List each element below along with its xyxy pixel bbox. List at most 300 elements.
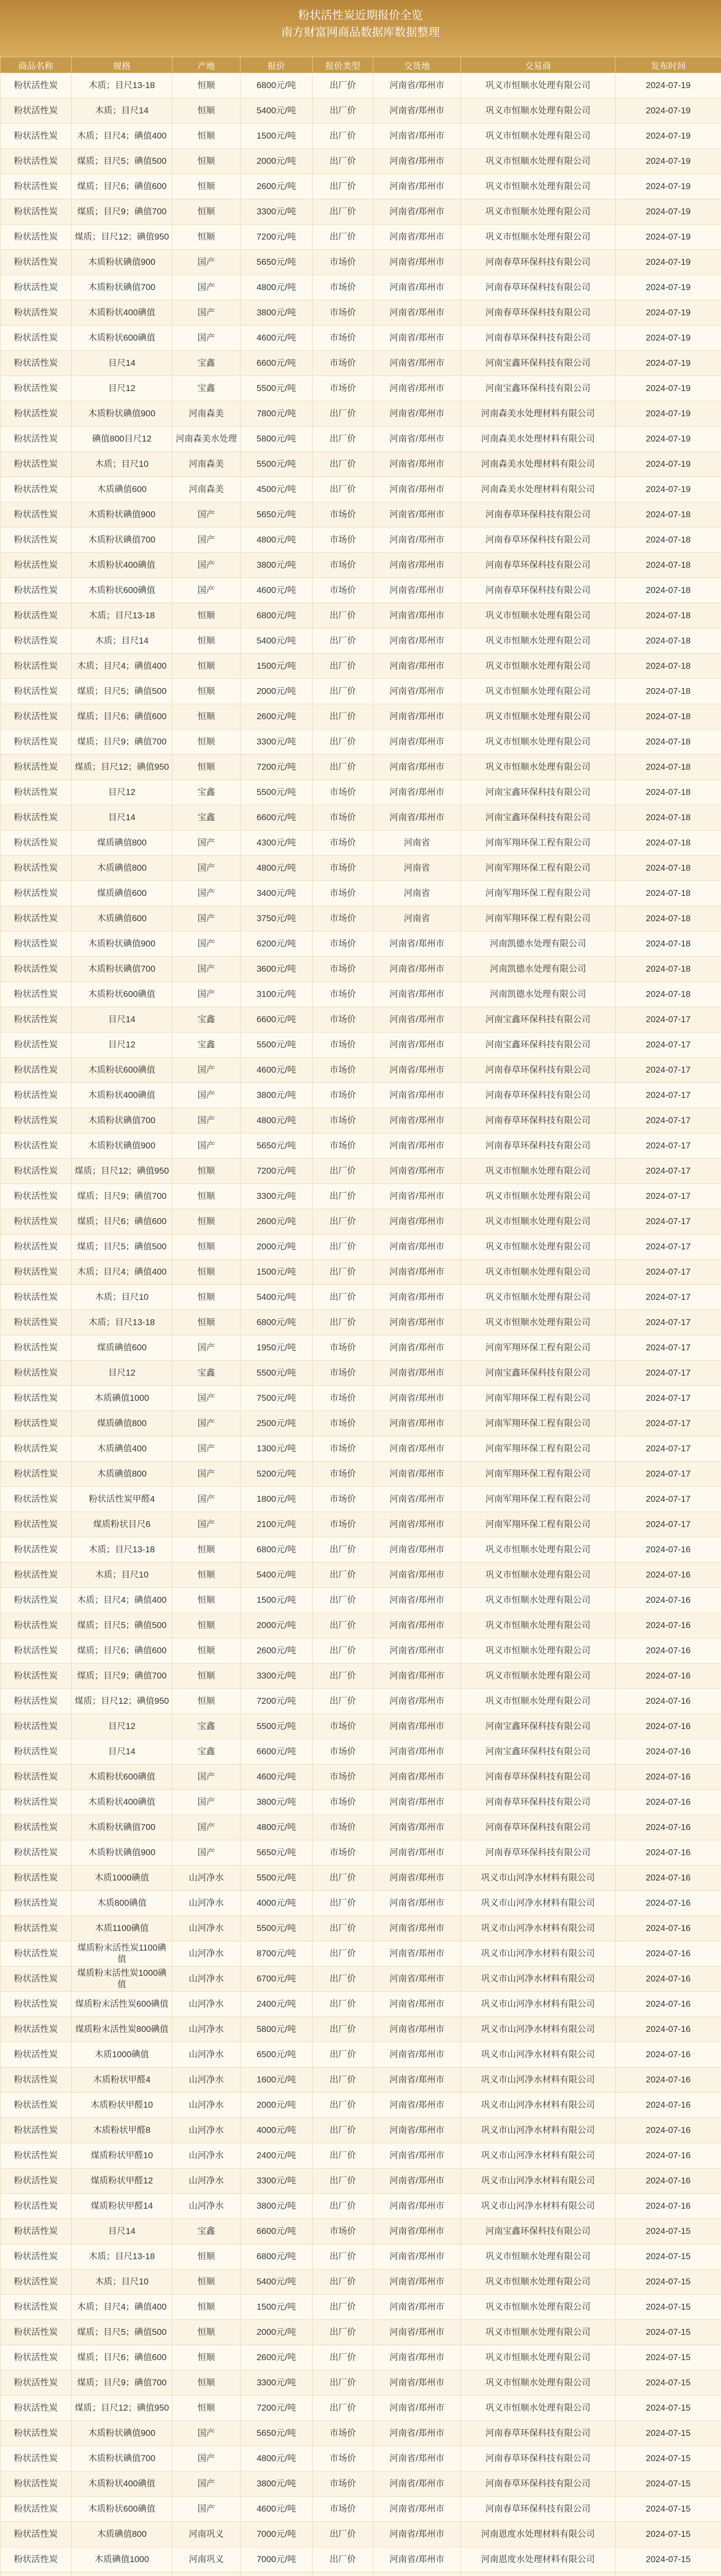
trader-cell: 巩义市山河净水材料有限公司 — [461, 2118, 615, 2143]
product-cell: 粉状活性炭 — [1, 1664, 72, 1689]
product-cell: 粉状活性炭 — [1, 1159, 72, 1184]
product-cell: 粉状活性炭 — [1, 805, 72, 831]
date-cell: 2024-07-17 — [615, 1361, 721, 1386]
price-cell: 1500元/吨 — [241, 2295, 313, 2320]
date-cell: 2024-07-17 — [615, 1083, 721, 1108]
price-cell: 5800元/吨 — [241, 427, 313, 452]
delivery-cell: 河南省/郑州市 — [373, 351, 461, 376]
delivery-cell: 河南省/郑州市 — [373, 2471, 461, 2497]
date-cell: 2024-07-18 — [615, 528, 721, 553]
origin-cell: 山河净水 — [173, 1941, 241, 1967]
origin-cell: 国产 — [173, 1462, 241, 1487]
product-cell: 粉状活性炭 — [1, 427, 72, 452]
origin-cell: 山河净水 — [173, 2093, 241, 2118]
product-cell: 粉状活性炭 — [1, 401, 72, 427]
date-cell: 2024-07-16 — [615, 1840, 721, 1866]
delivery-cell: 河南省/郑州市 — [373, 1941, 461, 1967]
date-cell: 2024-07-17 — [615, 1058, 721, 1083]
spec-cell: 木质；目尺4；碘值400 — [72, 2295, 173, 2320]
origin-cell: 河南巩义 — [173, 2547, 241, 2572]
origin-cell: 国产 — [173, 1133, 241, 1159]
product-cell: 粉状活性炭 — [1, 2497, 72, 2522]
table-row — [1, 174, 721, 199]
table-row — [1, 906, 721, 931]
date-cell: 2024-07-16 — [615, 2093, 721, 2118]
delivery-cell: 河南省/郑州市 — [373, 1967, 461, 1992]
product-cell: 粉状活性炭 — [1, 225, 72, 250]
table-row — [1, 957, 721, 982]
product-cell: 粉状活性炭 — [1, 326, 72, 351]
spec-cell: 目尺14 — [72, 805, 173, 831]
table-row — [1, 1714, 721, 1739]
trader-cell: 河南宝鑫环保科技有限公司 — [461, 1739, 615, 1765]
spec-cell: 木质粉状600碘值 — [72, 1765, 173, 1790]
origin-cell: 国产 — [173, 1083, 241, 1108]
trader-cell: 巩义市山河净水材料有限公司 — [461, 1916, 615, 1941]
date-cell: 2024-07-19 — [615, 326, 721, 351]
delivery-cell: 河南省/郑州市 — [373, 603, 461, 629]
table-row — [1, 1992, 721, 2017]
origin-cell: 河南森美 — [173, 452, 241, 477]
trader-cell: 河南春草环保科技有限公司 — [461, 2446, 615, 2471]
origin-cell: 国产 — [173, 1487, 241, 1512]
product-cell: 粉状活性炭 — [1, 2547, 72, 2572]
origin-cell: 恒顺 — [173, 1638, 241, 1664]
spec-cell: 煤质；目尺12；碘值950 — [72, 2396, 173, 2421]
table-row — [1, 351, 721, 376]
trader-cell: 河南春草环保科技有限公司 — [461, 1108, 615, 1133]
spec-cell: 煤质；目尺12；碘值950 — [72, 1689, 173, 1714]
date-cell: 2024-07-19 — [615, 73, 721, 98]
product-cell: 粉状活性炭 — [1, 452, 72, 477]
table-body — [1, 73, 721, 2576]
origin-cell: 恒顺 — [173, 1260, 241, 1285]
delivery-cell: 河南省/郑州市 — [373, 1083, 461, 1108]
price-type-cell: 市场价 — [313, 881, 373, 906]
table-row — [1, 2042, 721, 2067]
price-cell: 2000元/吨 — [241, 1234, 313, 1260]
product-cell: 粉状活性炭 — [1, 603, 72, 629]
date-cell: 2024-07-16 — [615, 2067, 721, 2093]
trader-cell: 河南恩度水处理材料有限公司 — [461, 2547, 615, 2572]
price-type-cell: 出厂价 — [313, 73, 373, 98]
spec-cell: 煤质；目尺9；碘值700 — [72, 730, 173, 755]
price-cell: 5500元/吨 — [241, 1361, 313, 1386]
table-row — [1, 1790, 721, 1815]
origin-cell: 恒顺 — [173, 1563, 241, 1588]
date-cell: 2024-07-15 — [615, 2269, 721, 2295]
table-row — [1, 2219, 721, 2244]
trader-cell: 巩义市恒顺水处理有限公司 — [461, 98, 615, 124]
price-cell: 8700元/吨 — [241, 1941, 313, 1967]
price-type-cell: 出厂价 — [313, 1992, 373, 2017]
price-cell: 6600元/吨 — [241, 2219, 313, 2244]
product-cell: 粉状活性炭 — [1, 477, 72, 502]
trader-cell: 巩义市恒顺水处理有限公司 — [461, 1184, 615, 1209]
price-type-cell: 出厂价 — [313, 1234, 373, 1260]
spec-cell: 木质；目尺10 — [72, 1563, 173, 1588]
trader-cell: 河南春草环保科技有限公司 — [461, 553, 615, 578]
trader-cell: 河南森美水处理材料有限公司 — [461, 401, 615, 427]
product-cell: 粉状活性炭 — [1, 1184, 72, 1209]
delivery-cell: 河南省/郑州市 — [373, 1487, 461, 1512]
trader-cell: 河南春草环保科技有限公司 — [461, 502, 615, 528]
table-row — [1, 1209, 721, 1234]
spec-cell: 粉状活性炭甲醛4 — [72, 1487, 173, 1512]
date-cell: 2024-07-16 — [615, 1739, 721, 1765]
table-row — [1, 755, 721, 780]
trader-cell: 河南宝鑫环保科技有限公司 — [461, 1007, 615, 1032]
delivery-cell: 河南省/郑州市 — [373, 1209, 461, 1234]
price-cell: 6200元/吨 — [241, 931, 313, 957]
delivery-cell: 河南省/郑州市 — [373, 326, 461, 351]
origin-cell: 国产 — [173, 1765, 241, 1790]
origin-cell: 恒顺 — [173, 755, 241, 780]
date-cell: 2024-07-18 — [615, 502, 721, 528]
spec-cell: 木质粉状400碘值 — [72, 300, 173, 326]
table-row — [1, 1765, 721, 1790]
spec-cell — [72, 2572, 173, 2576]
price-cell: 4800元/吨 — [241, 528, 313, 553]
price-type-cell: 出厂价 — [313, 629, 373, 654]
price-type-cell: 市场价 — [313, 1765, 373, 1790]
table-row — [1, 98, 721, 124]
trader-cell: 巩义市山河净水材料有限公司 — [461, 2143, 615, 2168]
price-cell: 2600元/吨 — [241, 174, 313, 199]
price-cell: 5650元/吨 — [241, 1840, 313, 1866]
spec-cell: 木质粉状甲醛10 — [72, 2093, 173, 2118]
delivery-cell: 河南省/郑州市 — [373, 578, 461, 603]
date-cell: 2024-07-19 — [615, 351, 721, 376]
spec-cell: 木质碘值800 — [72, 856, 173, 881]
date-cell: 2024-07-16 — [615, 2017, 721, 2042]
delivery-cell: 河南省/郑州市 — [373, 376, 461, 401]
price-type-cell: 出厂价 — [313, 1638, 373, 1664]
delivery-cell: 河南省/郑州市 — [373, 2118, 461, 2143]
trader-cell: 巩义市恒顺水处理有限公司 — [461, 629, 615, 654]
trader-cell: 河南春草环保科技有限公司 — [461, 326, 615, 351]
price-cell: 7200元/吨 — [241, 755, 313, 780]
spec-cell: 木质粉状甲醛4 — [72, 2067, 173, 2093]
price-type-cell: 市场价 — [313, 1361, 373, 1386]
price-table — [0, 57, 721, 2576]
delivery-cell: 河南省/郑州市 — [373, 1840, 461, 1866]
trader-cell: 巩义市恒顺水处理有限公司 — [461, 2295, 615, 2320]
date-cell: 2024-07-16 — [615, 1537, 721, 1563]
date-cell: 2024-07-15 — [615, 2446, 721, 2471]
price-type-cell: 出厂价 — [313, 1689, 373, 1714]
delivery-cell: 河南省/郑州市 — [373, 1184, 461, 1209]
spec-cell: 煤质；目尺6；碘值600 — [72, 704, 173, 730]
delivery-cell: 河南省/郑州市 — [373, 174, 461, 199]
date-cell: 2024-07-19 — [615, 250, 721, 275]
spec-cell: 木质粉状600碘值 — [72, 578, 173, 603]
spec-cell: 木质；目尺4；碘值400 — [72, 654, 173, 679]
spec-cell: 煤质粉状目尺6 — [72, 1512, 173, 1537]
origin-cell: 恒顺 — [173, 730, 241, 755]
trader-cell: 巩义市山河净水材料有限公司 — [461, 1967, 615, 1992]
spec-cell: 木质；目尺4；碘值400 — [72, 1588, 173, 1613]
price-cell: 4500元/吨 — [241, 477, 313, 502]
price-cell: 2400元/吨 — [241, 1992, 313, 2017]
product-cell: 粉状活性炭 — [1, 2345, 72, 2370]
price-cell: 7200元/吨 — [241, 2396, 313, 2421]
date-cell: 2024-07-16 — [615, 1563, 721, 1588]
price-cell: 5500元/吨 — [241, 1032, 313, 1058]
price-type-cell: 市场价 — [313, 1007, 373, 1032]
product-cell: 粉状活性炭 — [1, 1260, 72, 1285]
price-cell: 4000元/吨 — [241, 2118, 313, 2143]
table-row — [1, 679, 721, 704]
table-row — [1, 1537, 721, 1563]
delivery-cell: 河南省/郑州市 — [373, 2295, 461, 2320]
origin-cell: 恒顺 — [173, 603, 241, 629]
origin-cell: 宝鑫 — [173, 805, 241, 831]
spec-cell: 目尺12 — [72, 376, 173, 401]
trader-cell: 河南凯德水处理有限公司 — [461, 931, 615, 957]
delivery-cell: 河南省/郑州市 — [373, 2396, 461, 2421]
product-cell: 粉状活性炭 — [1, 2194, 72, 2219]
origin-cell: 恒顺 — [173, 2320, 241, 2345]
date-cell: 2024-07-18 — [615, 578, 721, 603]
product-cell: 粉状活性炭 — [1, 376, 72, 401]
date-cell: 2024-07-16 — [615, 1891, 721, 1916]
price-cell: 1500元/吨 — [241, 1260, 313, 1285]
price-cell: 5400元/吨 — [241, 2269, 313, 2295]
product-cell: 粉状活性炭 — [1, 1058, 72, 1083]
delivery-cell: 河南省/郑州市 — [373, 250, 461, 275]
date-cell: 2024-07-16 — [615, 1638, 721, 1664]
origin-cell: 恒顺 — [173, 124, 241, 149]
product-cell: 粉状活性炭 — [1, 1866, 72, 1891]
price-type-cell: 出厂价 — [313, 1209, 373, 1234]
price-cell: 6600元/吨 — [241, 1007, 313, 1032]
date-cell: 2024-07-16 — [615, 2168, 721, 2194]
table-row — [1, 1411, 721, 1436]
price-type-cell: 出厂价 — [313, 2017, 373, 2042]
trader-cell: 河南宝鑫环保科技有限公司 — [461, 1714, 615, 1739]
product-cell: 粉状活性炭 — [1, 1462, 72, 1487]
product-cell: 粉状活性炭 — [1, 1133, 72, 1159]
origin-cell: 山河净水 — [173, 2168, 241, 2194]
product-cell: 粉状活性炭 — [1, 578, 72, 603]
trader-cell: 河南春草环保科技有限公司 — [461, 1815, 615, 1840]
date-cell: 2024-07-17 — [615, 1411, 721, 1436]
table-header-row — [1, 57, 721, 73]
product-cell — [1, 2572, 72, 2576]
table-row — [1, 2269, 721, 2295]
table-row — [1, 300, 721, 326]
price-cell: 1800元/吨 — [241, 1487, 313, 1512]
price-type-cell: 出厂价 — [313, 1967, 373, 1992]
trader-cell: 河南宝鑫环保科技有限公司 — [461, 1032, 615, 1058]
product-cell: 粉状活性炭 — [1, 2446, 72, 2471]
price-cell: 5500元/吨 — [241, 452, 313, 477]
price-type-cell: 出厂价 — [313, 704, 373, 730]
date-cell: 2024-07-16 — [615, 1613, 721, 1638]
origin-cell: 国产 — [173, 831, 241, 856]
trader-cell: 河南军翔环保工程有限公司 — [461, 1487, 615, 1512]
table-row — [1, 2194, 721, 2219]
origin-cell: 恒顺 — [173, 149, 241, 174]
trader-cell: 河南军翔环保工程有限公司 — [461, 906, 615, 931]
spec-cell: 木质粉状碘值900 — [72, 931, 173, 957]
table-row — [1, 1638, 721, 1664]
product-cell: 粉状活性炭 — [1, 351, 72, 376]
origin-cell: 恒顺 — [173, 1184, 241, 1209]
price-cell: 2500元/吨 — [241, 1411, 313, 1436]
spec-cell: 木质；目尺10 — [72, 452, 173, 477]
date-cell: 2024-07-17 — [615, 1335, 721, 1361]
product-cell: 粉状活性炭 — [1, 149, 72, 174]
spec-cell: 木质1100碘值 — [72, 1916, 173, 1941]
table-row — [1, 1260, 721, 1285]
spec-cell: 煤质粉末活性炭600碘值 — [72, 1992, 173, 2017]
delivery-cell: 河南省/郑州市 — [373, 1891, 461, 1916]
trader-cell: 河南春草环保科技有限公司 — [461, 1133, 615, 1159]
product-cell: 粉状活性炭 — [1, 1487, 72, 1512]
table-row — [1, 1083, 721, 1108]
date-cell: 2024-07-15 — [615, 2471, 721, 2497]
price-cell: 1500元/吨 — [241, 654, 313, 679]
table-row — [1, 1436, 721, 1462]
price-type-cell: 市场价 — [313, 1436, 373, 1462]
price-cell: 6800元/吨 — [241, 2244, 313, 2269]
origin-cell: 恒顺 — [173, 679, 241, 704]
delivery-cell: 河南省/郑州市 — [373, 931, 461, 957]
origin-cell: 山河净水 — [173, 1891, 241, 1916]
price-cell: 5500元/吨 — [241, 1866, 313, 1891]
price-cell: 2100元/吨 — [241, 1512, 313, 1537]
delivery-cell: 河南省/郑州市 — [373, 1285, 461, 1310]
origin-cell: 河南森美 — [173, 477, 241, 502]
delivery-cell: 河南省/郑州市 — [373, 2244, 461, 2269]
price-cell: 3300元/吨 — [241, 1184, 313, 1209]
price-type-cell: 出厂价 — [313, 730, 373, 755]
trader-cell: 河南森美水处理材料有限公司 — [461, 427, 615, 452]
table-row — [1, 2471, 721, 2497]
price-cell: 2600元/吨 — [241, 1638, 313, 1664]
origin-cell: 国产 — [173, 1512, 241, 1537]
origin-cell: 恒顺 — [173, 629, 241, 654]
delivery-cell: 河南省/郑州市 — [373, 1462, 461, 1487]
table-row — [1, 780, 721, 805]
trader-cell: 河南军翔环保工程有限公司 — [461, 1512, 615, 1537]
trader-cell: 河南春草环保科技有限公司 — [461, 2497, 615, 2522]
trader-cell: 河南春草环保科技有限公司 — [461, 300, 615, 326]
origin-cell: 国产 — [173, 982, 241, 1007]
price-cell: 5400元/吨 — [241, 1563, 313, 1588]
price-type-cell: 出厂价 — [313, 755, 373, 780]
price-type-cell: 出厂价 — [313, 1260, 373, 1285]
product-cell: 粉状活性炭 — [1, 1967, 72, 1992]
table-row — [1, 1184, 721, 1209]
product-cell: 粉状活性炭 — [1, 1335, 72, 1361]
table-row — [1, 528, 721, 553]
price-cell: 3300元/吨 — [241, 1664, 313, 1689]
table-row — [1, 326, 721, 351]
delivery-cell: 河南省/郑州市 — [373, 502, 461, 528]
price-cell: 5500元/吨 — [241, 780, 313, 805]
delivery-cell: 河南省/郑州市 — [373, 1260, 461, 1285]
date-cell: 2024-07-15 — [615, 2497, 721, 2522]
date-cell: 2024-07-16 — [615, 1588, 721, 1613]
col-header-product: 商品名称 — [1, 57, 72, 73]
delivery-cell: 河南省/郑州市 — [373, 199, 461, 225]
product-cell: 粉状活性炭 — [1, 654, 72, 679]
product-cell: 粉状活性炭 — [1, 730, 72, 755]
delivery-cell: 河南省/郑州市 — [373, 2320, 461, 2345]
table-row — [1, 1689, 721, 1714]
delivery-cell: 河南省/郑州市 — [373, 2370, 461, 2396]
table-row — [1, 704, 721, 730]
price-cell: 2000元/吨 — [241, 149, 313, 174]
price-type-cell: 出厂价 — [313, 2143, 373, 2168]
product-cell: 粉状活性炭 — [1, 1310, 72, 1335]
price-cell: 1600元/吨 — [241, 2067, 313, 2093]
date-cell: 2024-07-16 — [615, 1916, 721, 1941]
trader-cell: 巩义市恒顺水处理有限公司 — [461, 174, 615, 199]
trader-cell: 河南军翔环保工程有限公司 — [461, 831, 615, 856]
product-cell: 粉状活性炭 — [1, 679, 72, 704]
product-cell: 粉状活性炭 — [1, 1790, 72, 1815]
spec-cell: 煤质；目尺12；碘值950 — [72, 1159, 173, 1184]
spec-cell: 木质粉状碘值700 — [72, 957, 173, 982]
table-row — [1, 629, 721, 654]
product-cell: 粉状活性炭 — [1, 1563, 72, 1588]
table-row — [1, 1462, 721, 1487]
spec-cell: 目尺12 — [72, 1714, 173, 1739]
date-cell: 2024-07-18 — [615, 831, 721, 856]
product-cell: 粉状活性炭 — [1, 1588, 72, 1613]
spec-cell: 煤质；目尺6；碘值600 — [72, 174, 173, 199]
trader-cell: 巩义市山河净水材料有限公司 — [461, 1941, 615, 1967]
product-cell: 粉状活性炭 — [1, 1689, 72, 1714]
trader-cell: 河南春草环保科技有限公司 — [461, 1058, 615, 1083]
price-cell: 6500元/吨 — [241, 2042, 313, 2067]
date-cell: 2024-07-19 — [615, 225, 721, 250]
trader-cell: 巩义市恒顺水处理有限公司 — [461, 704, 615, 730]
spec-cell: 木质；目尺13-18 — [72, 1310, 173, 1335]
trader-cell: 巩义市山河净水材料有限公司 — [461, 2168, 615, 2194]
price-type-cell: 市场价 — [313, 2497, 373, 2522]
price-cell: 6800元/吨 — [241, 1310, 313, 1335]
delivery-cell: 河南省/郑州市 — [373, 1436, 461, 1462]
product-cell: 粉状活性炭 — [1, 1361, 72, 1386]
date-cell: 2024-07-17 — [615, 1209, 721, 1234]
product-cell: 粉状活性炭 — [1, 502, 72, 528]
spec-cell: 煤质粉状甲醛12 — [72, 2168, 173, 2194]
trader-cell: 河南春草环保科技有限公司 — [461, 250, 615, 275]
delivery-cell: 河南省/郑州市 — [373, 957, 461, 982]
delivery-cell: 河南省 — [373, 831, 461, 856]
table-row — [1, 401, 721, 427]
price-type-cell: 市场价 — [313, 376, 373, 401]
product-cell: 粉状活性炭 — [1, 2168, 72, 2194]
product-cell: 粉状活性炭 — [1, 1815, 72, 1840]
table-row — [1, 1159, 721, 1184]
trader-cell: 巩义市恒顺水处理有限公司 — [461, 730, 615, 755]
date-cell: 2024-07-16 — [615, 1967, 721, 1992]
price-cell: 7000元/吨 — [241, 2547, 313, 2572]
price-type-cell: 市场价 — [313, 1714, 373, 1739]
table-row — [1, 1386, 721, 1411]
date-cell: 2024-07-18 — [615, 881, 721, 906]
price-cell: 1300元/吨 — [241, 1436, 313, 1462]
date-cell: 2024-07-15 — [615, 2244, 721, 2269]
trader-cell: 河南宝鑫环保科技有限公司 — [461, 376, 615, 401]
table-row — [1, 805, 721, 831]
